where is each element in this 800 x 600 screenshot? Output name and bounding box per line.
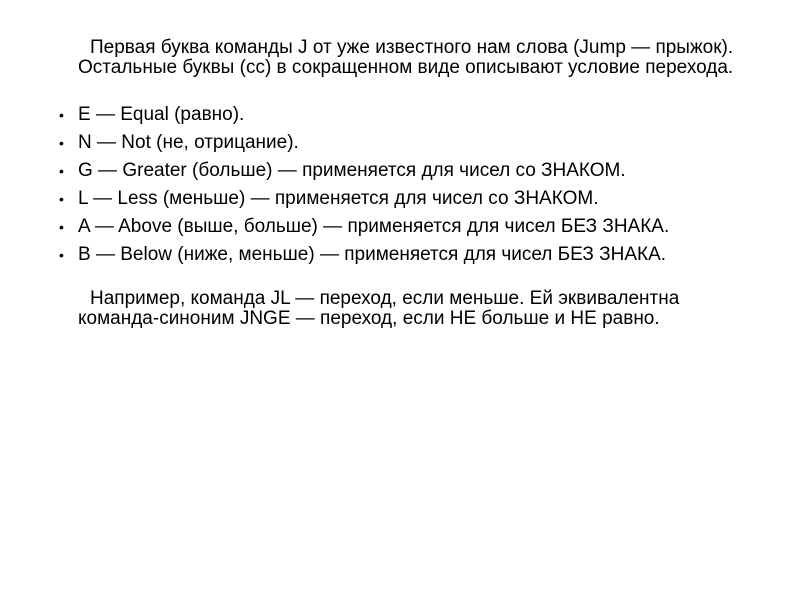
condition-list: [59, 104, 748, 265]
list-item-text: E — Equal (равно).: [78, 104, 245, 125]
list-item-text: B — Below (ниже, меньше) — применяется для чисел БЕЗ ЗНАКА.: [78, 244, 667, 265]
bullet-icon: •: [59, 219, 64, 235]
list-item: [59, 244, 748, 265]
list-item-text: G — Greater (больше) — применяется для чисел со ЗНАКОМ.: [78, 160, 626, 181]
bullet-icon: •: [59, 163, 64, 179]
bullet-icon: •: [59, 107, 64, 123]
bullet-icon: •: [59, 191, 64, 207]
bullet-icon: •: [59, 135, 64, 151]
slide-content: [59, 37, 748, 329]
list-item-text: A — Above (выше, больше) — применяется для чисел БЕЗ ЗНАКА.: [78, 216, 670, 237]
list-item: [59, 216, 748, 237]
list-item-text: L — Less (меньше) — применяется для чисел со ЗНАКОМ.: [78, 188, 599, 209]
list-item: [59, 104, 748, 125]
list-item: [59, 132, 748, 153]
intro-paragraph: Первая буква команды J от уже известного нам слова (Jump — прыжок). Остальные буквы (cc) в сокращенном виде описывают условие перехода.: [78, 37, 734, 78]
bullet-icon: •: [59, 247, 64, 263]
list-item: [59, 160, 748, 181]
list-item: [59, 188, 748, 209]
list-item-text: N — Not (не, отрицание).: [78, 132, 299, 153]
example-paragraph: Например, команда JL — переход, если меньше. Ей эквивалентна команда-синоним JNGE — переход, если НЕ больше и НЕ равно.: [78, 288, 680, 329]
